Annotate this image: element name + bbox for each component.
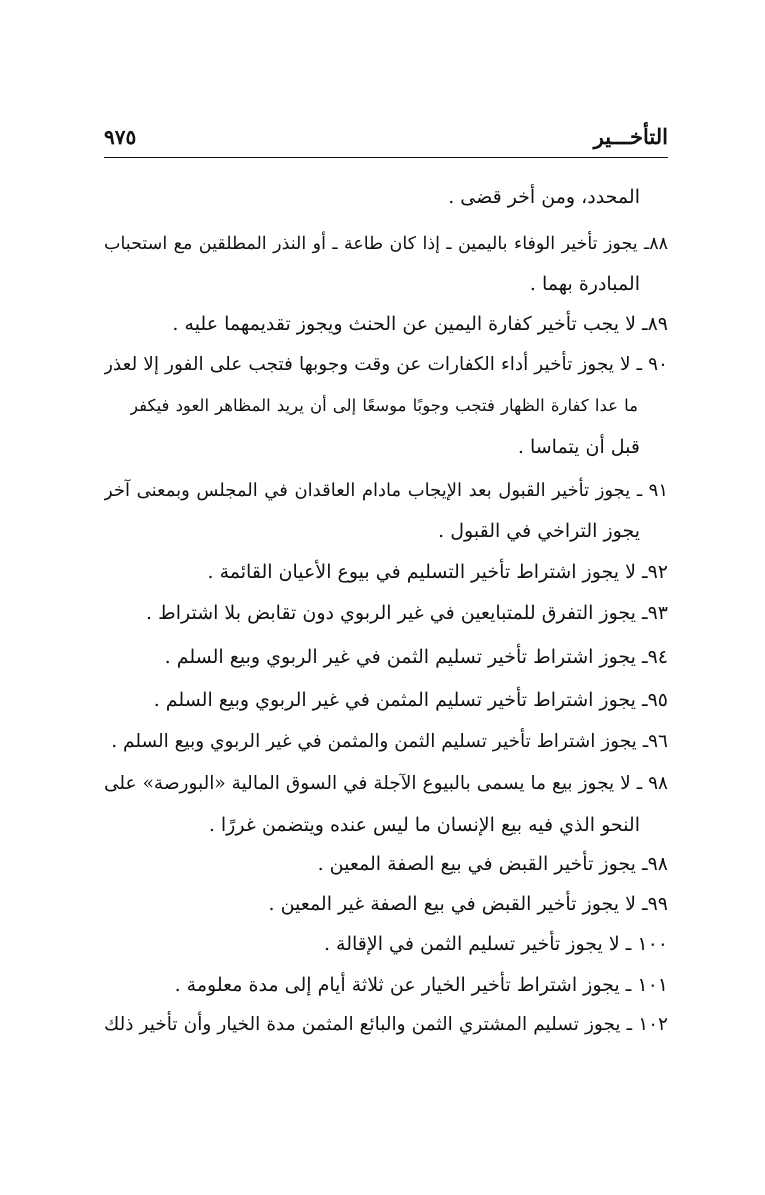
text-line: ٩٠ ـ لا يجوز تأخير أداء الكفارات عن وقت وجوبها فتجب على الفور إلا لعذر (104, 354, 668, 375)
text-line: ما عدا كفارة الظهار فتجب وجوبًا موسعًا إلى أن يريد المظاهر العود فيكفر (130, 396, 638, 415)
header-divider (104, 157, 668, 158)
text-line: ٩٨ ـ لا يجوز بيع ما يسمى بالبيوع الآجلة في السوق المالية «البورصة» على (104, 773, 668, 794)
text-line: ٩٣ـ يجوز التفرق للمتبايعين في غير الربوي دون تقابض بلا اشتراط . (146, 602, 668, 624)
text-line: النحو الذي فيه بيع الإنسان ما ليس عنده ويتضمن غررًا . (208, 814, 640, 836)
text-line: ٩٤ـ يجوز اشتراط تأخير تسليم الثمن في غير الربوي وبيع السلم . (164, 646, 668, 668)
text-line: ٩٢ـ لا يجوز اشتراط تأخير التسليم في بيوع الأعيان القائمة . (207, 561, 668, 583)
text-line: المحدد، ومن أخر قضى . (448, 186, 640, 208)
text-line: ٩٨ـ يجوز تأخير القبض في بيع الصفة المعين . (317, 853, 668, 875)
page-number: ٩٧٥ (104, 125, 137, 149)
text-line: ١٠٢ ـ يجوز تسليم المشتري الثمن والبائع المثمن مدة الخيار وأن تأخير ذلك (104, 1014, 668, 1035)
text-line: ٨٩ـ لا يجب تأخير كفارة اليمين عن الحنث ويجوز تقديمهما عليه . (172, 313, 668, 335)
page-header (104, 122, 668, 156)
text-line: المبادرة بهما . (529, 273, 640, 295)
text-line: ١٠١ ـ يجوز اشتراط تأخير الخيار عن ثلاثة أيام إلى مدة معلومة . (174, 974, 668, 996)
text-line: ٩٥ـ يجوز اشتراط تأخير تسليم المثمن في غير الربوي وبيع السلم . (153, 689, 668, 711)
text-line: ٨٨ـ يجوز تأخير الوفاء باليمين ـ إذا كان طاعة ـ أو النذر المطلقين مع استحباب (104, 234, 668, 254)
text-line: قبل أن يتماسا . (517, 436, 640, 458)
text-line: ٩١ ـ يجوز تأخير القبول بعد الإيجاب مادام العاقدان في المجلس وبمعنى آخر (104, 480, 668, 501)
chapter-title: التأخـــير (593, 124, 668, 149)
text-line: ١٠٠ ـ لا يجوز تأخير تسليم الثمن في الإقالة . (323, 933, 668, 955)
text-line: ٩٦ـ يجوز اشتراط تأخير تسليم الثمن والمثمن في غير الربوي وبيع السلم . (111, 731, 668, 752)
text-line: ٩٩ـ لا يجوز تأخير القبض في بيع الصفة غير المعين . (268, 893, 668, 915)
text-line: يجوز التراخي في القبول . (438, 520, 640, 542)
